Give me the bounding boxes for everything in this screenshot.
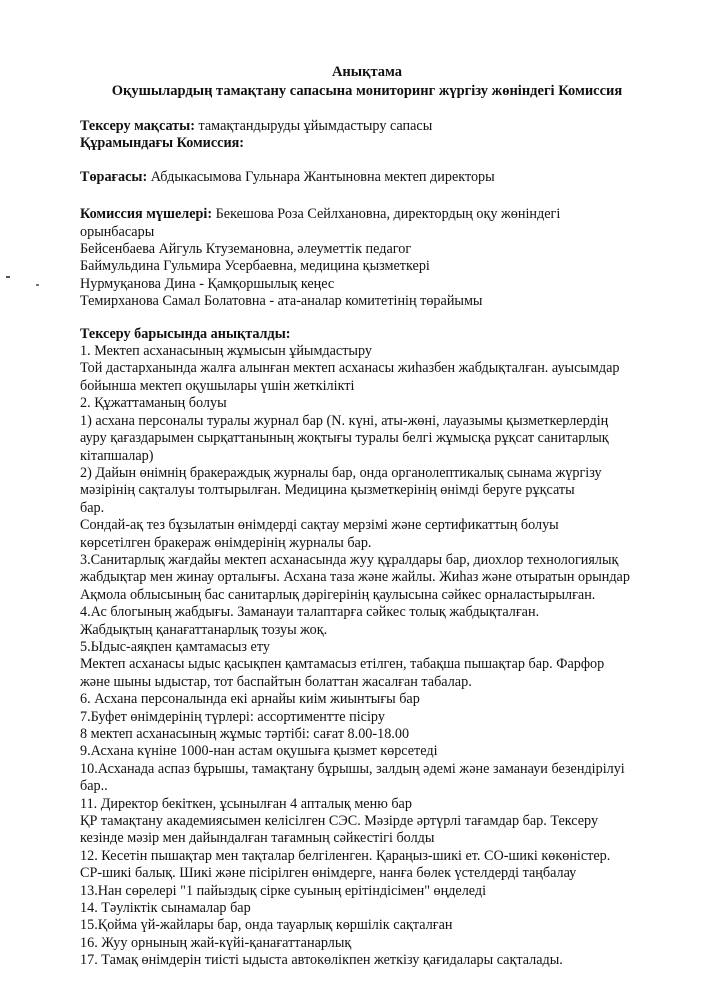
finding-line: бар. bbox=[80, 499, 105, 516]
finding-line: және шыны ыдыстар, тот баспайтын болаттан жасалған табалар. bbox=[80, 673, 472, 690]
finding-line: 3.Санитарлық жағдайы мектеп асханасында жуу құралдары бар, диохлор технологиялық bbox=[80, 551, 619, 568]
finding-line: Той дастарханында жалға алынған мектеп асханасы жиһазбен жабдықталған. ауысымдар bbox=[80, 360, 620, 377]
finding-line: 12. Кесетін пышақтар мен тақталар белгіленген. Қараңыз-шикі ет. СО-шикі көкөністер. bbox=[80, 847, 611, 864]
commission-heading: Құрамындағы Комиссия: bbox=[80, 135, 245, 152]
finding-line: жабдықтар мен жинау орталығы. Асхана таза және жайлы. Жиһаз және отыратын орындар bbox=[80, 569, 630, 586]
member-line: Темирханова Самал Болатовна - ата-аналар комитетінің төрайымы bbox=[80, 293, 483, 310]
finding-line: Ақмола облысының бас санитарлық дәрігерінің қаулысына сәйкес орналастырылған. bbox=[80, 586, 596, 603]
chair-line bbox=[80, 169, 680, 186]
finding-line: 14. Тәуліктік сынамалар бар bbox=[80, 900, 251, 917]
finding-line: 2) Дайын өнімнің бракераждық журналы бар, онда органолептикалық сынама жүргізу bbox=[80, 464, 602, 481]
document-title: Анықтама bbox=[331, 64, 403, 80]
purpose-line bbox=[80, 118, 680, 135]
finding-line: көрсетілген бракераж өнімдерінің журналы бар. bbox=[80, 534, 372, 551]
member-line: Нурмуқанова Дина - Қамқоршылық кеңес bbox=[80, 275, 335, 292]
purpose-value: тамақтандыруды ұйымдастыру сапасы bbox=[194, 118, 433, 134]
finding-line: Мектеп асханасы ыдыс қасықпен қамтамасыз етілген, табақша пышақтар бар. Фарфор bbox=[80, 656, 605, 673]
finding-line: кезінде мәзір мен дайындалған тағамның сәйкестігі болды bbox=[80, 830, 435, 847]
finding-line: кітапшалар) bbox=[80, 447, 154, 464]
finding-line: 7.Буфет өнімдерінің түрлері: ассортиментте пісіру bbox=[80, 708, 385, 725]
finding-line: 16. Жуу орнының жай-күйі-қанағаттанарлық bbox=[80, 934, 352, 951]
members-first-line: Бекешова Роза Сейлхановна, директордың оқу жөніндегі bbox=[212, 206, 561, 223]
finding-line: 10.Асханада аспаз бұрышы, тамақтану бұрышы, залдың әдемі және заманауи безендірілуі bbox=[80, 760, 625, 777]
members-label: Комиссия мүшелері: bbox=[80, 206, 213, 223]
finding-line: 17. Тамақ өнімдерін тиісті ыдыста автокөлікпен жеткізу қағидалары сақталады. bbox=[80, 952, 563, 969]
member-line: Баймульдина Гульмира Усербаевна, медицина қызметкері bbox=[80, 258, 430, 275]
finding-line: бар.. bbox=[80, 778, 108, 795]
members-line bbox=[80, 206, 680, 223]
finding-line: 11. Директор бекіткен, ұсынылған 4 апталық меню бар bbox=[80, 795, 412, 812]
finding-line: 6. Асхана персоналында екі арнайы киім жиынтығы бар bbox=[80, 691, 420, 708]
finding-line: Жабдықтың қанағаттанарлық тозуы жоқ. bbox=[80, 621, 328, 638]
scan-artifact-mark bbox=[6, 276, 10, 278]
finding-line: ҚР тамақтану академиясымен келісілген СЭС. Мәзірде әртүрлі тағамдар бар. Тексеру bbox=[80, 813, 599, 830]
chair-label: Төрағасы: bbox=[80, 168, 148, 185]
finding-line: 8 мектеп асханасының жұмыс тәртібі: сағат 8.00-18.00 bbox=[80, 726, 410, 742]
finding-line: 9.Асхана күніне 1000-нан астам оқушыға қызмет көрсетеді bbox=[80, 743, 438, 760]
purpose-label: Тексеру мақсаты: bbox=[80, 118, 195, 134]
chair-value: Абдыкасымова Гульнара Жантыновна мектеп директоры bbox=[147, 168, 495, 185]
scan-artifact-mark bbox=[36, 284, 39, 286]
findings-heading: Тексеру барысында анықталды: bbox=[80, 325, 291, 342]
finding-line: 1. Мектеп асханасының жұмысын ұйымдастыру bbox=[80, 343, 372, 360]
findings-list bbox=[80, 343, 680, 970]
finding-line: 1) асхана персоналы туралы журнал бар (N. күні, аты-жөні, лауазымы қызметкерлердің bbox=[80, 412, 609, 429]
finding-line: 5.Ыдыс-аяқпен қамтамасыз ету bbox=[80, 638, 270, 655]
finding-line: бойынша мектеп оқушылары үшін жеткілікті bbox=[80, 377, 355, 394]
finding-line: 2. Құжаттаманың болуы bbox=[80, 395, 227, 412]
member-line: Бейсенбаева Айгуль Ктуземановна, әлеуметтік педагог bbox=[80, 241, 412, 258]
member-line: орынбасары bbox=[80, 223, 155, 240]
finding-line: 15.Қойма үй-жайлары бар, онда тауарлық көршілік сақталған bbox=[80, 917, 453, 934]
finding-line: Сондай-ақ тез бұзылатын өнімдерді сақтау мерзімі және сертификаттың болуы bbox=[80, 517, 559, 534]
finding-line: СР-шикі балық. Шикі және пісірілген өнімдерге, нанға бөлек үстелдерді таңбалау bbox=[80, 865, 577, 882]
finding-line: ауру қағаздарымен сырқаттанының жоқтығы туралы белгі жұмысқа рұқсат санитарлық bbox=[80, 430, 609, 447]
finding-line: мәзірінің сақталуы толтырылған. Медицина қызметкерінің өнімді беруге рұқсаты bbox=[80, 482, 575, 499]
document-header bbox=[0, 63, 712, 101]
document-body bbox=[80, 118, 680, 970]
finding-line: 4.Ас блогының жабдығы. Заманауи талаптарға сәйкес толық жабдықталған. bbox=[80, 604, 540, 621]
document-subtitle: Оқушылардың тамақтану сапасына мониторинг жүргізу жөніндегі Комиссия bbox=[111, 83, 623, 99]
finding-line: 13.Нан сөрелері "1 пайыздық сірке суының ерітіндісімен" өңделеді bbox=[80, 882, 487, 899]
